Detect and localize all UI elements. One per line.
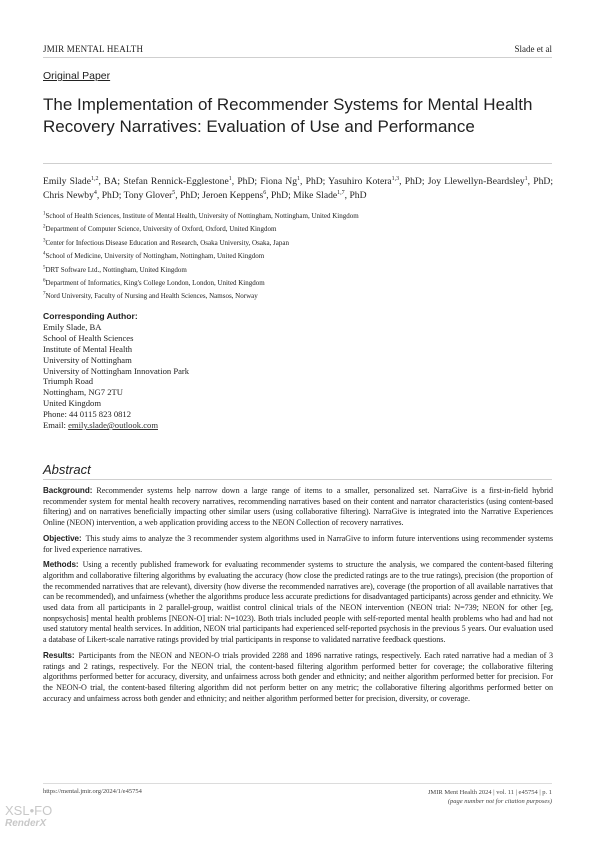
affiliation (43, 277, 553, 290)
affiliation-number: 3 (43, 238, 46, 244)
affiliation-text: Nord University, Faculty of Nursing and Health Sciences, Namsos, Norway (45, 292, 258, 301)
author-affiliation-number: 1 (524, 175, 528, 182)
affiliation-text: School of Medicine, University of Nottingham, Nottingham, United Kingdom (45, 252, 265, 261)
corresponding-author-heading: Corresponding Author: (43, 311, 138, 321)
title-divider (43, 163, 552, 164)
author-degree: PhD (271, 190, 289, 201)
author-affiliation-number: 1,3 (391, 175, 400, 182)
abstract-section-text: This study aims to analyze the 3 recommender system algorithms used in NarraGive to inform future interventions using recommender systems for lived experience narratives. (43, 533, 553, 554)
affiliation-number: 7 (43, 292, 46, 298)
abstract-section (43, 486, 553, 529)
author-affiliation-number: 5 (172, 189, 176, 196)
author: Mike Slade$^{1,7}$, PhD (293, 189, 367, 201)
author-name: Tony Glover (123, 190, 173, 201)
affiliation-text: Department of Computer Science, University of Oxford, Oxford, United Kingdom (45, 225, 277, 234)
author: Jeroen Keppens$^6$, PhD; (202, 189, 294, 201)
email-line (43, 420, 189, 431)
corresponding-author-line: University of Nottingham Innovation Park (43, 365, 190, 376)
abstract-section-label: Methods: (43, 560, 79, 570)
abstract-section (43, 534, 553, 555)
author-name: Stefan Rennick-Egglestone (123, 176, 229, 187)
author-degree: PhD (180, 190, 198, 201)
abstract-section-text: Recommender systems help narrow down a large range of items to a smaller, personalized set. NarraGive is a first-in-field hybrid recommender system for mental health recovery narratives, recommending narratives based on their content and narrator characteristics (using content-based filtering) and on narratives beneficially impacting other similar users (using collaborative filtering). NarraGive is integrated into the Narrative Experiences Online (NEON) intervention, a web application providing access to the NEON Collection of recovery narratives. (43, 486, 553, 528)
author: Emily Slade$^{1,2}$, BA; (43, 175, 124, 187)
corresponding-author-line: Triumph Road (43, 376, 94, 387)
renderer-watermark (5, 804, 52, 830)
author-degree: PhD (305, 176, 323, 187)
author-affiliation-number: 4 (93, 189, 97, 196)
corresponding-author-line: Phone: 44 0115 823 0812 (43, 409, 132, 420)
abstract-section-label: Background: (43, 486, 93, 495)
affiliation-number: 4 (43, 251, 46, 257)
author-degree: PhD (237, 176, 255, 187)
corresponding-author-line: School of Health Sciences (43, 332, 134, 343)
corresponding-author-line: United Kingdom (43, 398, 102, 409)
watermark-line-1: XSL•FO (5, 803, 53, 818)
affiliation-number: 2 (43, 225, 46, 231)
affiliation (43, 237, 553, 250)
affiliation (43, 250, 553, 263)
header-divider (43, 57, 552, 58)
affiliation (43, 223, 553, 236)
author-name: Yasuhiro Kotera (328, 176, 392, 187)
corresponding-author (43, 311, 189, 431)
affiliation-text: Department of Informatics, King's College London, London, United Kingdom (45, 279, 265, 288)
author-degree: PhD (404, 176, 422, 187)
running-header-journal: JMIR MENTAL HEALTH (43, 44, 144, 54)
abstract-heading: Abstract (43, 462, 91, 477)
affiliation-text: School of Health Sciences, Institute of Mental Health, University of Nottingham, Nottingham, United Kingdom (45, 212, 359, 220)
author-name: Jeroen Keppens (202, 190, 264, 201)
author-name: Emily Slade (43, 176, 91, 187)
corresponding-author-line: Nottingham, NG7 2TU (43, 387, 123, 398)
abstract-section-label: Results: (43, 650, 75, 660)
abstract-section (43, 651, 553, 705)
affiliation-text: DRT Software Ltd., Nottingham, United Kingdom (45, 265, 187, 274)
footer-citation-text: JMIR Ment Health 2024 | vol. 11 | e45754 | p. 1 (427, 789, 552, 796)
author-degree: PhD (349, 190, 367, 201)
author: Stefan Rennick-Egglestone$^1$, PhD; (123, 175, 261, 187)
paper-title: The Implementation of Recommender Systems for Mental Health Recovery Narratives: Evaluation of Use and Performance (43, 95, 533, 136)
abstract-section (43, 560, 553, 646)
affiliation-list (43, 210, 553, 304)
affiliation-number: 6 (43, 278, 46, 284)
abstract-section-text: Participants from the NEON and NEON-O trials provided 2288 and 1896 narrative ratings, respectively. Each rated narrative had a median of 3 ratings and 2 ratings, respectively. For the NEON trial, the content-based filtering algorithm performed better for coverage; the collaborative filtering algorithms performed better for accuracy, diversity, and unfairness across both gender and ethnicity; and neither algorithm performed better for precision. For the NEON-O trial, the content-based filtering algorithm did not perform better on any metric; the collaborative filtering algorithms performed better on accuracy and unfairness across both gender and ethnicity; and neither algorithm performed better for precision, diversity, or coverage. (43, 650, 553, 703)
email-link[interactable]: emily.slade@outlook.com (68, 420, 159, 431)
abstract-section-label: Objective: (43, 533, 82, 543)
abstract-body (43, 486, 553, 709)
abstract-divider (43, 479, 552, 480)
author-degree: BA (104, 176, 118, 187)
footer-divider (43, 783, 552, 784)
article-type: Original Paper (43, 70, 111, 82)
affiliation-text: Center for Infectious Disease Education and Research, Osaka University, Osaka, Japan (45, 238, 289, 247)
author-name: Fiona Ng (260, 176, 298, 187)
affiliation-number: 1 (43, 211, 46, 217)
author-name: Chris Newby (43, 190, 94, 201)
watermark-line-2: RenderX (5, 818, 47, 829)
author-affiliation-number: 1 (228, 175, 232, 182)
corresponding-author-lines (43, 322, 189, 420)
author-affiliation-number: 1,7 (337, 189, 345, 196)
author: Tony Glover$^5$, PhD; (123, 189, 203, 201)
abstract-section-text: Using a recently published framework for evaluating recommender systems to structure the analysis, we compared the content-based filtering algorithm and collaborative filtering algorithms by evaluating the accuracy (how close the predicted ratings are to the true ratings), precision (the proportion of the recommended narratives that are relevant), diversity (how diverse the recommended narratives are), coverage (the proportion of all available narratives that can be recommended), and unfairness (whether the algorithms produce less accurate predictions for disadvantaged participants) across gender and ethnicity. We used data from all participants in 2 parallel-group, waitlist control clinical trials of the NEON intervention (NEON trial: N=739; NEON for other [eg, nonpsychosis] mental health problems [NEON-O] trial: N=1023). Both trials included people with self-reported mental health problems who had and had not used statutory mental health services. In addition, NEON trial participants had experienced self-reported psychosis in the previous 5 years. Our evaluation used a database of Likert-scale narrative ratings provided by trial participants in response to validated narrative feedback questions. (43, 560, 553, 645)
affiliation (43, 210, 553, 223)
running-header-author: Slade et al (514, 44, 552, 54)
footer-citation (428, 788, 552, 806)
corresponding-author-line: University of Nottingham (43, 354, 132, 365)
corresponding-author-line: Institute of Mental Health (43, 343, 133, 354)
affiliation (43, 264, 553, 277)
author-affiliation-number: 6 (263, 189, 267, 196)
affiliation (43, 290, 553, 303)
author-degree: PhD (101, 190, 119, 201)
author-degree: PhD (533, 176, 551, 187)
author: Chris Newby$^4$, PhD; (43, 189, 124, 201)
author: Joy Llewellyn-Beardsley$^1$, PhD; (427, 175, 553, 187)
corresponding-author-line: Emily Slade, BA (43, 321, 102, 332)
author: Fiona Ng$^1$, PhD; (260, 175, 329, 187)
author-name: Joy Llewellyn-Beardsley (427, 176, 525, 187)
author: Yasuhiro Kotera$^{1,3}$, PhD; (328, 175, 428, 187)
footer-note: (page number not for citation purposes) (447, 798, 552, 805)
footer-url[interactable]: https://mental.jmir.org/2024/1/e45754 (43, 788, 142, 795)
author-list (43, 175, 553, 203)
author-affiliation-number: 1,2 (90, 175, 99, 182)
author-name: Mike Slade (293, 190, 338, 201)
affiliation-number: 5 (43, 265, 46, 271)
author-affiliation-number: 1 (297, 175, 301, 182)
email-label: Email: (43, 420, 66, 431)
